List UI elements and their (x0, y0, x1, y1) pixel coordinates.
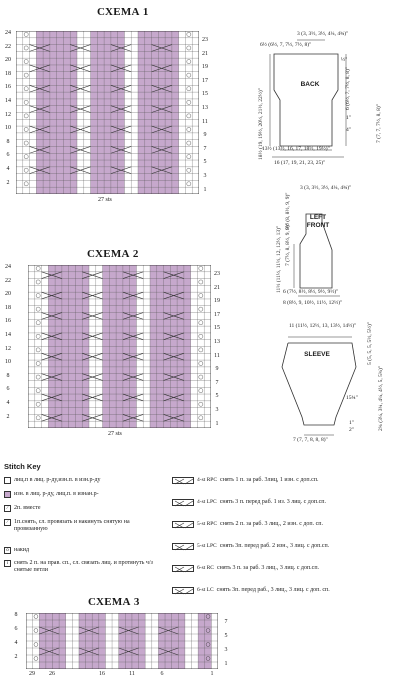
cable-symbol-icon (172, 543, 194, 550)
cable-key-text: снять 3п. перед раб., 3 лиц., 3 лиц. с доп. сп. (216, 587, 330, 593)
row-number: 12 (5, 345, 11, 352)
schema1-yarnover-symbol (187, 127, 191, 131)
schema2-yarnover-symbol (199, 334, 203, 338)
schema2-rows-right (211, 264, 223, 432)
row-number: 8 (6, 372, 10, 379)
back-bottom-dim: 16 (17, 19, 21, 23, 25)" (274, 160, 326, 166)
row-number: 9 (203, 132, 207, 139)
row-number: 20 (5, 57, 11, 64)
back-top-dim: 3 (3, 3½, 3½, 4¼, 4¾)" (297, 31, 349, 37)
stitch-key-item (4, 519, 154, 533)
schema2-yarnover-symbol (199, 307, 203, 311)
stitch-symbol-icon: ⁄ (4, 519, 11, 526)
cable-key-text: снять 3п. перед раб. 2 изн., 3 лиц. с доп.сп. (219, 543, 330, 549)
schema1-yarnover-symbol (24, 141, 28, 145)
schema1-yarnover-symbol (187, 73, 191, 77)
stitch-number: 26 (49, 671, 55, 677)
schema1-yarnover-symbol (187, 100, 191, 104)
back-outline (274, 54, 338, 146)
schema2-yarnover-symbol (36, 375, 40, 379)
row-number: 23 (202, 37, 208, 43)
front-label-2: FRONT (306, 222, 330, 229)
schema1-yarnover-symbol (187, 182, 191, 186)
sleeve-bottom-dim: 7 (7, 7, 8, 8, 8)" (293, 437, 328, 443)
stitch-symbol-icon: ⁄ (4, 505, 11, 512)
schema1-yarnover-symbol (24, 155, 28, 159)
row-number: 13 (214, 339, 220, 345)
schema2-yarnover-symbol (199, 294, 203, 298)
schema2-yarnover-symbol (199, 402, 203, 406)
schema3-bottom-labels (26, 671, 218, 679)
stitch-key-text: 1п.снять, сл. провязать и накинуть снятую на провязанную (14, 519, 130, 532)
front-inner-dim: 6 (7½, 8½, 8½, 9½, 9½)" (283, 289, 339, 295)
schema2-title: СХЕМА 2 (87, 248, 139, 260)
schema3-rows-right (220, 612, 232, 672)
row-number: 13 (202, 105, 208, 111)
back-bottom-inner-dim: 13½ (13½, 16, 17, 18½, 19½)" (262, 146, 330, 152)
cable-key-text: снять 1 п. за раб. 3лиц, 1 изн. с доп.сп. (220, 477, 319, 483)
row-number: 8 (6, 138, 10, 145)
row-number: 3 (224, 647, 228, 653)
schema3-chart (26, 613, 218, 669)
schema1-yarnover-symbol (24, 114, 28, 118)
stitch-symbol-icon (4, 491, 11, 498)
cable-key-item (172, 499, 404, 506)
row-number: 9 (215, 366, 219, 373)
row-number: 2 (14, 654, 18, 660)
schema3-yarnover-symbol (34, 615, 38, 619)
schema1-yarnover-symbol (24, 100, 28, 104)
row-number: 20 (5, 291, 11, 298)
cable-symbol-icon (172, 587, 194, 594)
sleeve-length-dim: 15¾" (346, 395, 358, 401)
stitch-key-item (4, 491, 154, 498)
cable-key-text: снять 3 п. перед раб. 1 из. 3 лиц. с доп.сп. (219, 499, 326, 505)
schema2-chart (28, 265, 211, 428)
stitch-number: 11 (129, 671, 135, 677)
schema2-yarnover-symbol (199, 321, 203, 325)
stitch-key-text: изн. в лиц. р-ду, лиц.п. в изнан.р- (14, 491, 99, 497)
row-number: 6 (14, 626, 18, 632)
row-number: 14 (5, 332, 11, 338)
schema3-yarnover-symbol (34, 643, 38, 647)
row-number: 8 (14, 612, 18, 618)
stitch-key-text: снять 2 п. на прав. сп., сл. связать лиц. и протянуть ч/з снятые петли (14, 560, 153, 573)
row-number: 22 (5, 277, 11, 284)
cable-key-text: снять 2 п. за раб. 3 лиц., 2 изн. с доп. сп. (220, 521, 323, 527)
schema3-title: СХЕМА 3 (88, 596, 140, 608)
schema3-yarnover-symbol (34, 657, 38, 661)
stitch-key-text: лиц.п в лиц. р-ду,изн.п. в изн.р-ду (14, 477, 101, 483)
schema1-rows-right (199, 30, 211, 198)
row-number: 5 (224, 633, 228, 639)
row-number: 21 (202, 50, 208, 57)
schema2-yarnover-symbol (36, 348, 40, 352)
stitch-symbol-icon (4, 477, 11, 484)
row-number: 12 (5, 111, 11, 118)
schema2-yarnover-symbol (36, 321, 40, 325)
schema2-yarnover-symbol (36, 361, 40, 365)
row-number: 17 (202, 77, 208, 84)
stitch-number: 6 (160, 671, 164, 677)
stitch-key-item (4, 505, 154, 512)
row-number: 1 (203, 186, 207, 193)
schema2-yarnover-symbol (36, 307, 40, 311)
schema2-yarnover-symbol (199, 361, 203, 365)
back-right-total-dim: 7 (7, 7, 7½, 8, 8)" (376, 104, 382, 143)
schema3-rows-left (10, 612, 22, 672)
row-number: 19 (214, 298, 220, 305)
row-number: 7 (224, 619, 228, 625)
schema2-yarnover-symbol (199, 389, 203, 393)
row-number: 21 (214, 284, 220, 291)
row-number: 6 (6, 152, 10, 159)
row-number: 18 (5, 70, 11, 77)
row-number: 15 (214, 325, 220, 332)
schema3-yarnover-symbol (34, 629, 38, 633)
stitch-key-item (4, 547, 154, 554)
row-number: 18 (5, 304, 11, 311)
stitch-number: 29 (29, 671, 35, 677)
stitch-key-title: Stitch Key (4, 462, 41, 471)
row-number: 4 (6, 166, 10, 172)
sleeve-cap-dim: 5 (5, 5, 5, 5½, 5½)" (367, 321, 373, 365)
cable-symbol-icon (172, 565, 194, 572)
schema1-yarnover-symbol (24, 127, 28, 131)
cable-name: 5-st LPC (197, 543, 217, 549)
sleeve-top-dim: 11 (11½, 12½, 13, 13½, 14½)" (289, 323, 357, 329)
schema1-rows-left (2, 30, 14, 198)
row-number: 1 (224, 661, 228, 667)
sleeve-cuff-1-dim: 1" (349, 420, 354, 426)
cable-key-item (172, 521, 404, 528)
stitch-key-text: накид (14, 547, 30, 553)
cable-symbol-icon (172, 499, 194, 506)
schema1-yarnover-symbol (24, 60, 28, 64)
row-number: 19 (202, 64, 208, 71)
row-number: 5 (203, 159, 207, 166)
stitch-number: 1 (210, 671, 214, 677)
schema2-yarnover-symbol (199, 280, 203, 284)
sleeve-side-dim: 2¾ (3¼, 3¾, 4¼, 4½, 5, 5¾)" (378, 365, 384, 431)
back-label: BACK (300, 81, 320, 88)
cable-key-item (172, 565, 404, 572)
row-number: 22 (5, 43, 11, 50)
row-number: 10 (5, 125, 11, 132)
cable-symbol-icon (172, 521, 194, 528)
front-top-dim: 3 (3, 3½, 3½, 4¼, 4¾)" (300, 185, 352, 191)
row-number: 4 (14, 640, 18, 646)
schema1-yarnover-symbol (187, 87, 191, 91)
schema2-yarnover-symbol (199, 348, 203, 352)
row-number: 16 (5, 318, 11, 325)
schema2-rows-left (2, 264, 14, 432)
back-shoulder-dim: 6½ (6½, 7, 7½, 7½, 8)" (260, 42, 312, 48)
stitch-key-item (4, 560, 154, 574)
schema1-yarnover-symbol (187, 60, 191, 64)
row-number: 3 (215, 407, 219, 413)
stitch-symbol-icon: i (4, 560, 11, 567)
row-number: 24 (5, 264, 11, 270)
schema1-yarnover-symbol (187, 114, 191, 118)
stitch-number: 16 (99, 671, 105, 677)
row-number: 2 (6, 413, 10, 420)
row-number: 7 (215, 379, 219, 386)
front-neck-dim: 8½ (8, 8½, 9, 9)" (285, 192, 291, 230)
back-right-1-dim: 1" (346, 115, 351, 121)
cable-key-text: снять 3 п. за раб. 3 лиц., 3 лиц. с доп.сп. (216, 565, 320, 571)
schema1-yarnover-symbol (24, 32, 28, 36)
cable-name: 6-st LC (197, 587, 214, 593)
schema2-yarnover-symbol (36, 294, 40, 298)
row-number: 3 (203, 173, 207, 179)
cable-key-item (172, 543, 404, 550)
front-label-1: LEFT (309, 214, 327, 221)
cable-key-item (172, 477, 404, 484)
row-number: 5 (215, 393, 219, 400)
row-number: 10 (5, 359, 11, 366)
schema2-yarnover-symbol (36, 266, 40, 270)
schema2-yarnover-symbol (199, 375, 203, 379)
schema1-yarnover-symbol (187, 32, 191, 36)
back-right-4-dim: 4" (346, 127, 351, 133)
cable-name: 6-st RC (197, 565, 214, 571)
schema1-yarnover-symbol (24, 182, 28, 186)
front-side-dim: 11½ (11½, 11½, 12, 12½, 13)" (276, 225, 282, 293)
stitch-symbol-icon: o (4, 547, 11, 554)
cable-key-item (172, 587, 404, 594)
schema2-yarnover-symbol (36, 416, 40, 420)
row-number: 11 (202, 118, 208, 125)
schema1-yarnover-symbol (24, 87, 28, 91)
schema1-yarnover-symbol (24, 168, 28, 172)
schema2-yarnover-symbol (199, 266, 203, 270)
schema1-sts: 27 sts (98, 197, 112, 203)
stitch-key-item (4, 477, 154, 484)
schema1-yarnover-symbol (24, 73, 28, 77)
schema2-yarnover-symbol (36, 280, 40, 284)
row-number: 11 (214, 352, 220, 359)
schema1-title: СХЕМА 1 (97, 6, 149, 18)
back-armhole-dim: ½" (341, 57, 348, 63)
back-right-upper-dim: 6 (6½, 7, 7½, 8, 8)" (345, 66, 351, 110)
schema2-yarnover-symbol (36, 334, 40, 338)
sleeve-cuff-2-dim: 2" (349, 427, 354, 433)
stitch-key-text: 2п. вместе (14, 505, 41, 511)
sleeve-label: SLEEVE (304, 351, 330, 358)
row-number: 4 (6, 400, 10, 406)
row-number: 7 (203, 145, 207, 152)
cable-name: 4-st LPC (197, 499, 217, 505)
schema1-chart (16, 31, 199, 194)
row-number: 16 (5, 84, 11, 91)
front-upper-dim: 7 (7½, 8, 8½, 9, 9)" (285, 222, 291, 266)
schema1-yarnover-symbol (187, 46, 191, 50)
row-number: 14 (5, 98, 11, 104)
row-number: 23 (214, 271, 220, 277)
cable-name: 5-st RPC (197, 521, 218, 527)
row-number: 17 (214, 311, 220, 318)
schema2-sts: 27 sts (108, 431, 122, 437)
row-number: 24 (5, 30, 11, 36)
schema1-yarnover-symbol (24, 46, 28, 50)
row-number: 1 (215, 420, 219, 427)
row-number: 2 (6, 179, 10, 186)
schema2-yarnover-symbol (36, 402, 40, 406)
row-number: 6 (6, 386, 10, 393)
sleeve-schematic (270, 325, 380, 445)
cable-name: 4-st RPC (197, 477, 218, 483)
back-left-dim: 18½ (19, 19½, 20½, 21½, 22½)" (258, 88, 264, 160)
cable-symbol-icon (172, 477, 194, 484)
schema1-yarnover-symbol (187, 141, 191, 145)
schema2-yarnover-symbol (199, 416, 203, 420)
schema1-yarnover-symbol (187, 168, 191, 172)
row-number: 15 (202, 91, 208, 98)
schema1-yarnover-symbol (187, 155, 191, 159)
schema2-yarnover-symbol (36, 389, 40, 393)
front-bottom-dim: 8 (8½, 9, 10½, 11½, 12½)" (283, 300, 343, 306)
